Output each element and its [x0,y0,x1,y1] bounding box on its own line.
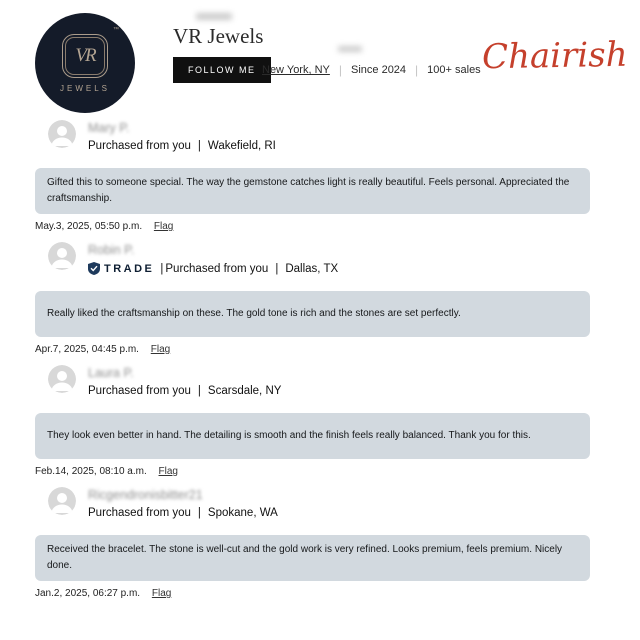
follow-button[interactable]: FOLLOW ME [173,57,271,83]
logo-monogram: VR [75,44,95,66]
flag-link[interactable]: Flag [153,221,174,232]
purchase-label: Purchased from you [88,385,191,397]
avatar [48,120,76,148]
review-text: Received the bracelet. The stone is well-cut and the gold work is very refined. Looks premium, feels premium. Nicely done. [47,544,563,571]
reviewer-meta [88,120,276,152]
meta-separator: | [338,63,342,77]
reviewer-meta [88,365,281,397]
review-date: May.3, 2025, 05:50 p.m. [35,221,143,232]
review-text: They look even better in hand. The detailing is smooth and the finish feels really balanced. Thank you for this. [47,430,531,441]
reviewer-location: Dallas, TX [285,262,339,275]
separator: | [197,507,201,519]
review-header [48,365,590,397]
reviewer-name: Ricgendronisbitter21 [88,488,203,502]
review-footer [35,221,590,232]
reviewer-meta [88,487,278,519]
trade-badge [88,262,163,275]
purchase-line [88,385,281,397]
separator: | [197,140,201,152]
reviews-list [35,120,590,609]
review-header [48,120,590,152]
review-date: Jan.2, 2025, 06:27 p.m. [35,588,141,599]
reviewer-name: Mary P. [88,121,130,135]
avatar [48,365,76,393]
chairish-logo[interactable]: Chairish [481,34,628,78]
avatar [48,487,76,515]
redaction-smudge [338,46,362,52]
review-item [35,365,590,477]
review-text-bubble [35,413,590,459]
review-date: Apr.7, 2025, 04:45 p.m. [35,344,139,355]
flag-link[interactable]: Flag [150,344,171,355]
user-silhouette-icon [48,365,76,393]
purchase-label: Purchased from you [88,507,191,519]
reviewer-location: Wakefield, RI [207,140,276,152]
user-silhouette-icon [48,242,76,270]
purchase-line [88,140,276,152]
review-item [35,242,590,355]
review-text-bubble [35,535,590,581]
review-date: Feb.14, 2025, 08:10 a.m. [35,466,147,477]
reviewer-name: Robin P. [88,243,135,257]
meta-separator: | [415,63,419,77]
location-link[interactable]: New York, NY [262,64,330,76]
logo-frame [62,26,119,78]
store-meta [262,63,481,77]
trademark-symbol: ™ [113,26,119,33]
review-text: Really liked the craftsmanship on these. The gold tone is rich and the stones are set perfectly. [47,308,461,319]
separator: | [275,262,279,275]
user-silhouette-icon [48,120,76,148]
separator: | [160,262,164,275]
trade-shield-icon [88,262,100,275]
flag-link[interactable]: Flag [151,588,172,599]
review-item [35,487,590,599]
review-text-bubble [35,291,590,337]
review-text: Gifted this to someone special. The way the gemstone catches light is really beautiful. Feels personal. Appreciated the craftsmanship. [47,177,570,204]
store-title: VR Jewels [173,24,264,48]
review-footer [35,344,590,355]
review-item [35,120,590,232]
reviewer-location: Spokane, WA [207,507,278,519]
review-footer [35,588,590,599]
purchase-line [88,262,338,275]
review-text-bubble [35,168,590,214]
avatar [48,242,76,270]
logo-word: JEWELS [59,83,110,93]
separator: | [197,385,201,397]
purchase-line [88,507,278,519]
sales-count: 100+ sales [427,64,481,76]
reviewer-location: Scarsdale, NY [207,385,282,397]
review-footer [35,466,590,477]
redaction-smudge [196,13,232,20]
trade-label: TRADE [104,262,155,275]
store-logo [35,13,135,113]
reviewer-meta [88,242,338,275]
purchase-label: Purchased from you [88,140,191,152]
review-header [48,242,590,275]
reviewer-name: Laura P. [88,366,134,380]
since-text: Since 2024 [351,64,407,76]
user-silhouette-icon [48,487,76,515]
purchase-label: Purchased from you [165,262,269,275]
flag-link[interactable]: Flag [158,466,178,477]
review-header [48,487,590,519]
